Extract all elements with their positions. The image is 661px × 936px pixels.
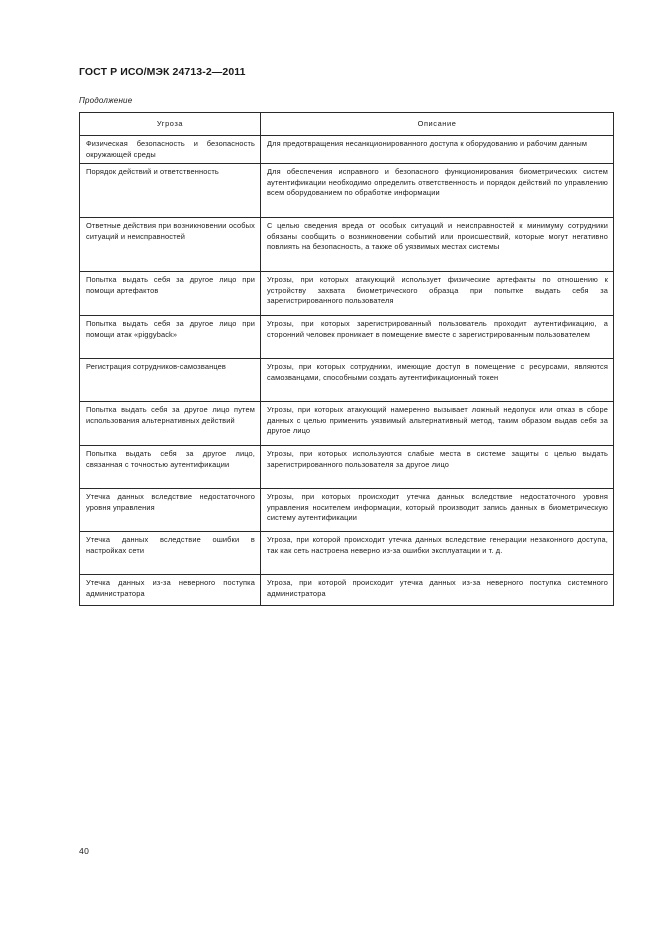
threat-cell: Попытка выдать себя за другое лицо при помощи артефактов bbox=[80, 272, 261, 316]
description-cell: Угрозы, при которых используются слабые места в системе защиты с целью выдать зарегистрированного пользователя за другое лицо bbox=[261, 446, 614, 489]
description-cell: Угрозы, при которых атакующий намеренно вызывает ложный недопуск или отказ в сборе данных с целью применить уязвимый альтернативный метод, таким образом выдав себя за другое лицо bbox=[261, 402, 614, 446]
description-cell: С целью сведения вреда от особых ситуаций и неисправностей к минимуму сотрудники обязаны сообщить о возникновении событий или происшествий, которые могут негативно повлиять на безопасность, а также об уязвимых местах системы bbox=[261, 218, 614, 272]
table-row bbox=[80, 136, 614, 164]
column-header-description: Описание bbox=[261, 113, 614, 136]
table-row bbox=[80, 359, 614, 402]
continuation-label: Продолжение bbox=[79, 96, 133, 105]
threat-cell: Ответные действия при возникновении особых ситуаций и неисправностей bbox=[80, 218, 261, 272]
document-header: ГОСТ Р ИСО/МЭК 24713-2—2011 bbox=[79, 66, 246, 78]
threat-cell: Утечка данных вследствие ошибки в настройках сети bbox=[80, 532, 261, 575]
table-header-row bbox=[80, 113, 614, 136]
threat-cell: Попытка выдать себя за другое лицо путем использования альтернативных действий bbox=[80, 402, 261, 446]
table-row bbox=[80, 402, 614, 446]
description-cell: Угрозы, при которых происходит утечка данных вследствие недостаточного уровня управления носителем информации, который производит запись данных в биометрическую систему аутентификации bbox=[261, 489, 614, 532]
table-row bbox=[80, 532, 614, 575]
table-row bbox=[80, 164, 614, 218]
threat-cell: Физическая безопасность и безопасность окружающей среды bbox=[80, 136, 261, 164]
table-row bbox=[80, 446, 614, 489]
table-row bbox=[80, 218, 614, 272]
threats-table bbox=[79, 112, 614, 606]
threat-cell: Утечка данных из-за неверного поступка администратора bbox=[80, 575, 261, 606]
threat-cell: Утечка данных вследствие недостаточного уровня управления bbox=[80, 489, 261, 532]
description-cell: Угроза, при которой происходит утечка данных вследствие генерации незаконного доступа, так как сеть настроена неверно из-за ошибки эксплуатации и т. д. bbox=[261, 532, 614, 575]
threat-cell: Порядок действий и ответственность bbox=[80, 164, 261, 218]
description-cell: Угрозы, при которых сотрудники, имеющие доступ в помещение с ресурсами, являются самозванцами, способными создать аутентификационный токен bbox=[261, 359, 614, 402]
description-cell: Угрозы, при которых атакующий использует физические артефакты по отношению к устройству захвата биометрического образца при попытке выдать себя за зарегистрированного пользователя bbox=[261, 272, 614, 316]
table-body bbox=[80, 136, 614, 606]
table-row bbox=[80, 316, 614, 359]
threat-cell: Попытка выдать себя за другое лицо при помощи атак «piggyback» bbox=[80, 316, 261, 359]
threat-cell: Регистрация сотрудников-самозванцев bbox=[80, 359, 261, 402]
description-cell: Для обеспечения исправного и безопасного функционирования биометрических систем аутентификации необходимо определить ответственность и порядок действий по управлению всем оборудованием по обработке информации bbox=[261, 164, 614, 218]
table-header bbox=[80, 113, 614, 136]
threat-cell: Попытка выдать себя за другое лицо, связанная с точностью аутентификации bbox=[80, 446, 261, 489]
table-row bbox=[80, 489, 614, 532]
table-row bbox=[80, 575, 614, 606]
description-cell: Угрозы, при которых зарегистрированный пользователь проходит аутентификацию, а сторонний человек проникает в помещение вместе с зарегистрированным пользователем bbox=[261, 316, 614, 359]
column-header-threat: Угроза bbox=[80, 113, 261, 136]
table-row bbox=[80, 272, 614, 316]
description-cell: Угроза, при которой происходит утечка данных из-за неверного поступка системного администратора bbox=[261, 575, 614, 606]
description-cell: Для предотвращения несанкционированного доступа к оборудованию и рабочим данным bbox=[261, 136, 614, 164]
page-number: 40 bbox=[79, 846, 90, 856]
